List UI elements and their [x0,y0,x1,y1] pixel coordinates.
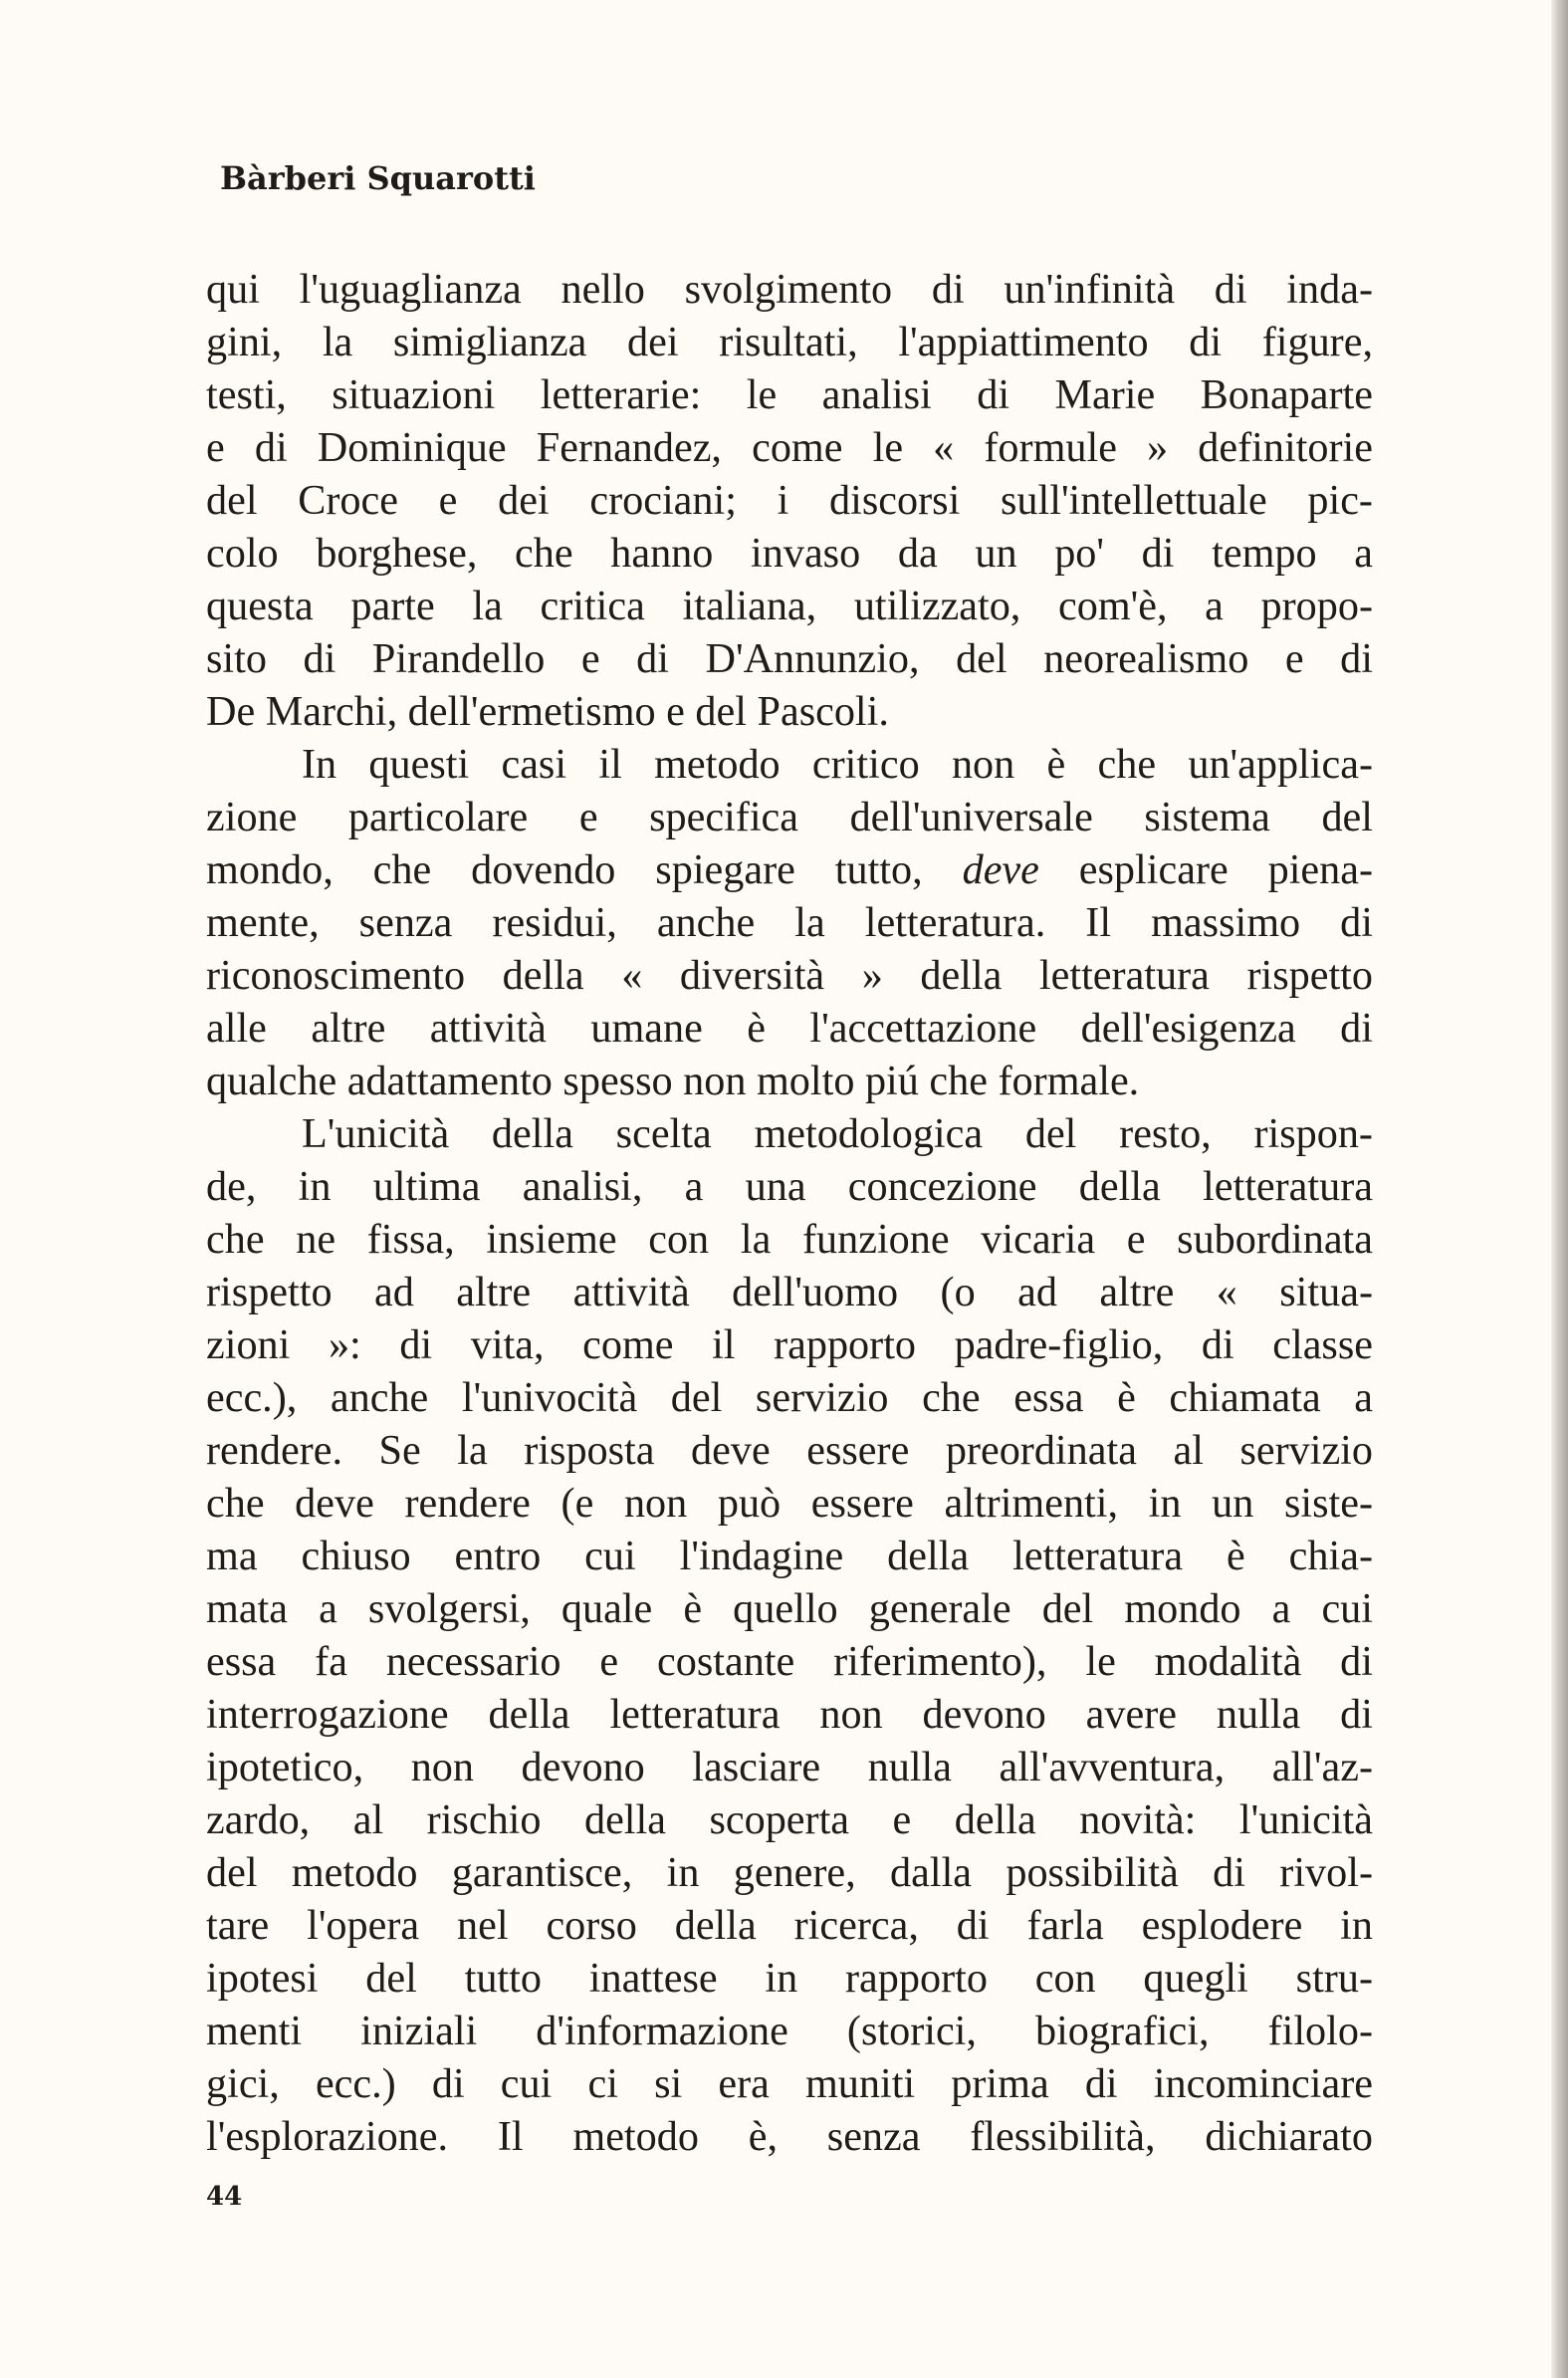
body-text [206,263,1373,2163]
text-line: alle altre attività umane è l'accettazione dell'esigenza di [206,1005,1373,1052]
text-line: e di Dominique Fernandez, come le « formule » definitorie [206,424,1373,471]
text-line: mente, senza residui, anche la letteratura. Il massimo di [206,899,1373,946]
text-line: colo borghese, che hanno invaso da un po' di tempo a [206,530,1373,577]
text-line: testi, situazioni letterarie: le analisi di Marie Bonaparte [206,371,1373,418]
text-line: che ne fissa, insieme con la funzione vicaria e subordinata [206,1216,1373,1263]
text-line: L'unicità della scelta metodologica del resto, rispon- [302,1110,1373,1157]
text-line: ipotetico, non devono lasciare nulla all'avventura, all'az- [206,1744,1373,1790]
text-line: zioni »: di vita, come il rapporto padre-figlio, di classe [206,1321,1373,1368]
page-number: 44 [206,2182,243,2212]
text-line: ma chiuso entro cui l'indagine della letteratura è chia- [206,1533,1373,1579]
text-line: tare l'opera nel corso della ricerca, di farla esplodere in [206,1902,1373,1949]
text-fragment: mondo, che dovendo spiegare tutto, [206,846,963,893]
text-line: essa fa necessario e costante riferimento), le modalità di [206,1638,1373,1685]
text-line: interrogazione della letteratura non devono avere nulla di [206,1691,1373,1738]
text-line: mata a svolgersi, quale è quello generale del mondo a cui [206,1585,1373,1632]
text-line: zione particolare e specifica dell'universale sistema del [206,794,1373,840]
text-line: ecc.), anche l'univocità del servizio che essa è chiamata a [206,1374,1373,1421]
text-line: qualche adattamento spesso non molto piú che formale. [206,1058,1140,1104]
text-line: De Marchi, dell'ermetismo e del Pascoli. [206,688,889,735]
text-line: gini, la simiglianza dei risultati, l'appiattimento di figure, [206,319,1373,365]
text-line: questa parte la critica italiana, utilizzato, com'è, a propo- [206,583,1373,629]
text-line: l'esplorazione. Il metodo è, senza flessibilità, dichiarato [206,2113,1373,2160]
text-line: del Croce e dei crociani; i discorsi sull'intellettuale pic- [206,477,1373,524]
text-line: zardo, al rischio della scoperta e della novità: l'unicità [206,1796,1373,1843]
running-head: Bàrberi Squarotti [220,159,536,197]
text-line: ipotesi del tutto inattese in rapporto con quegli stru- [206,1955,1373,2002]
text-line: de, in ultima analisi, a una concezione della letteratura [206,1163,1373,1210]
page-edge-shadow [1551,0,1568,2378]
text-line: In questi casi il metodo critico non è che un'applica- [302,741,1373,788]
text-line: sito di Pirandello e di D'Annunzio, del neorealismo e di [206,635,1373,682]
text-line: qui l'uguaglianza nello svolgimento di un'infinità di inda- [206,266,1373,313]
paragraph-1 [206,263,1373,738]
italic-word: deve [962,846,1039,893]
text-line: rendere. Se la risposta deve essere preordinata al servizio [206,1427,1373,1474]
text-line: del metodo garantisce, in genere, dalla possibilità di rivol- [206,1849,1373,1896]
text-line: menti iniziali d'informazione (storici, biografici, filolo- [206,2008,1373,2054]
paragraph-2 [206,738,1373,1107]
text-line: rispetto ad altre attività dell'uomo (o ad altre « situa- [206,1269,1373,1315]
text-fragment: esplicare piena- [1038,846,1374,893]
text-line: che deve rendere (e non può essere altrimenti, in un siste- [206,1480,1373,1527]
text-line [206,843,1373,896]
text-line: riconoscimento della « diversità » della letteratura rispetto [206,952,1373,999]
text-line: gici, ecc.) di cui ci si era muniti prima di incominciare [206,2060,1373,2107]
paragraph-3 [206,1107,1373,2163]
